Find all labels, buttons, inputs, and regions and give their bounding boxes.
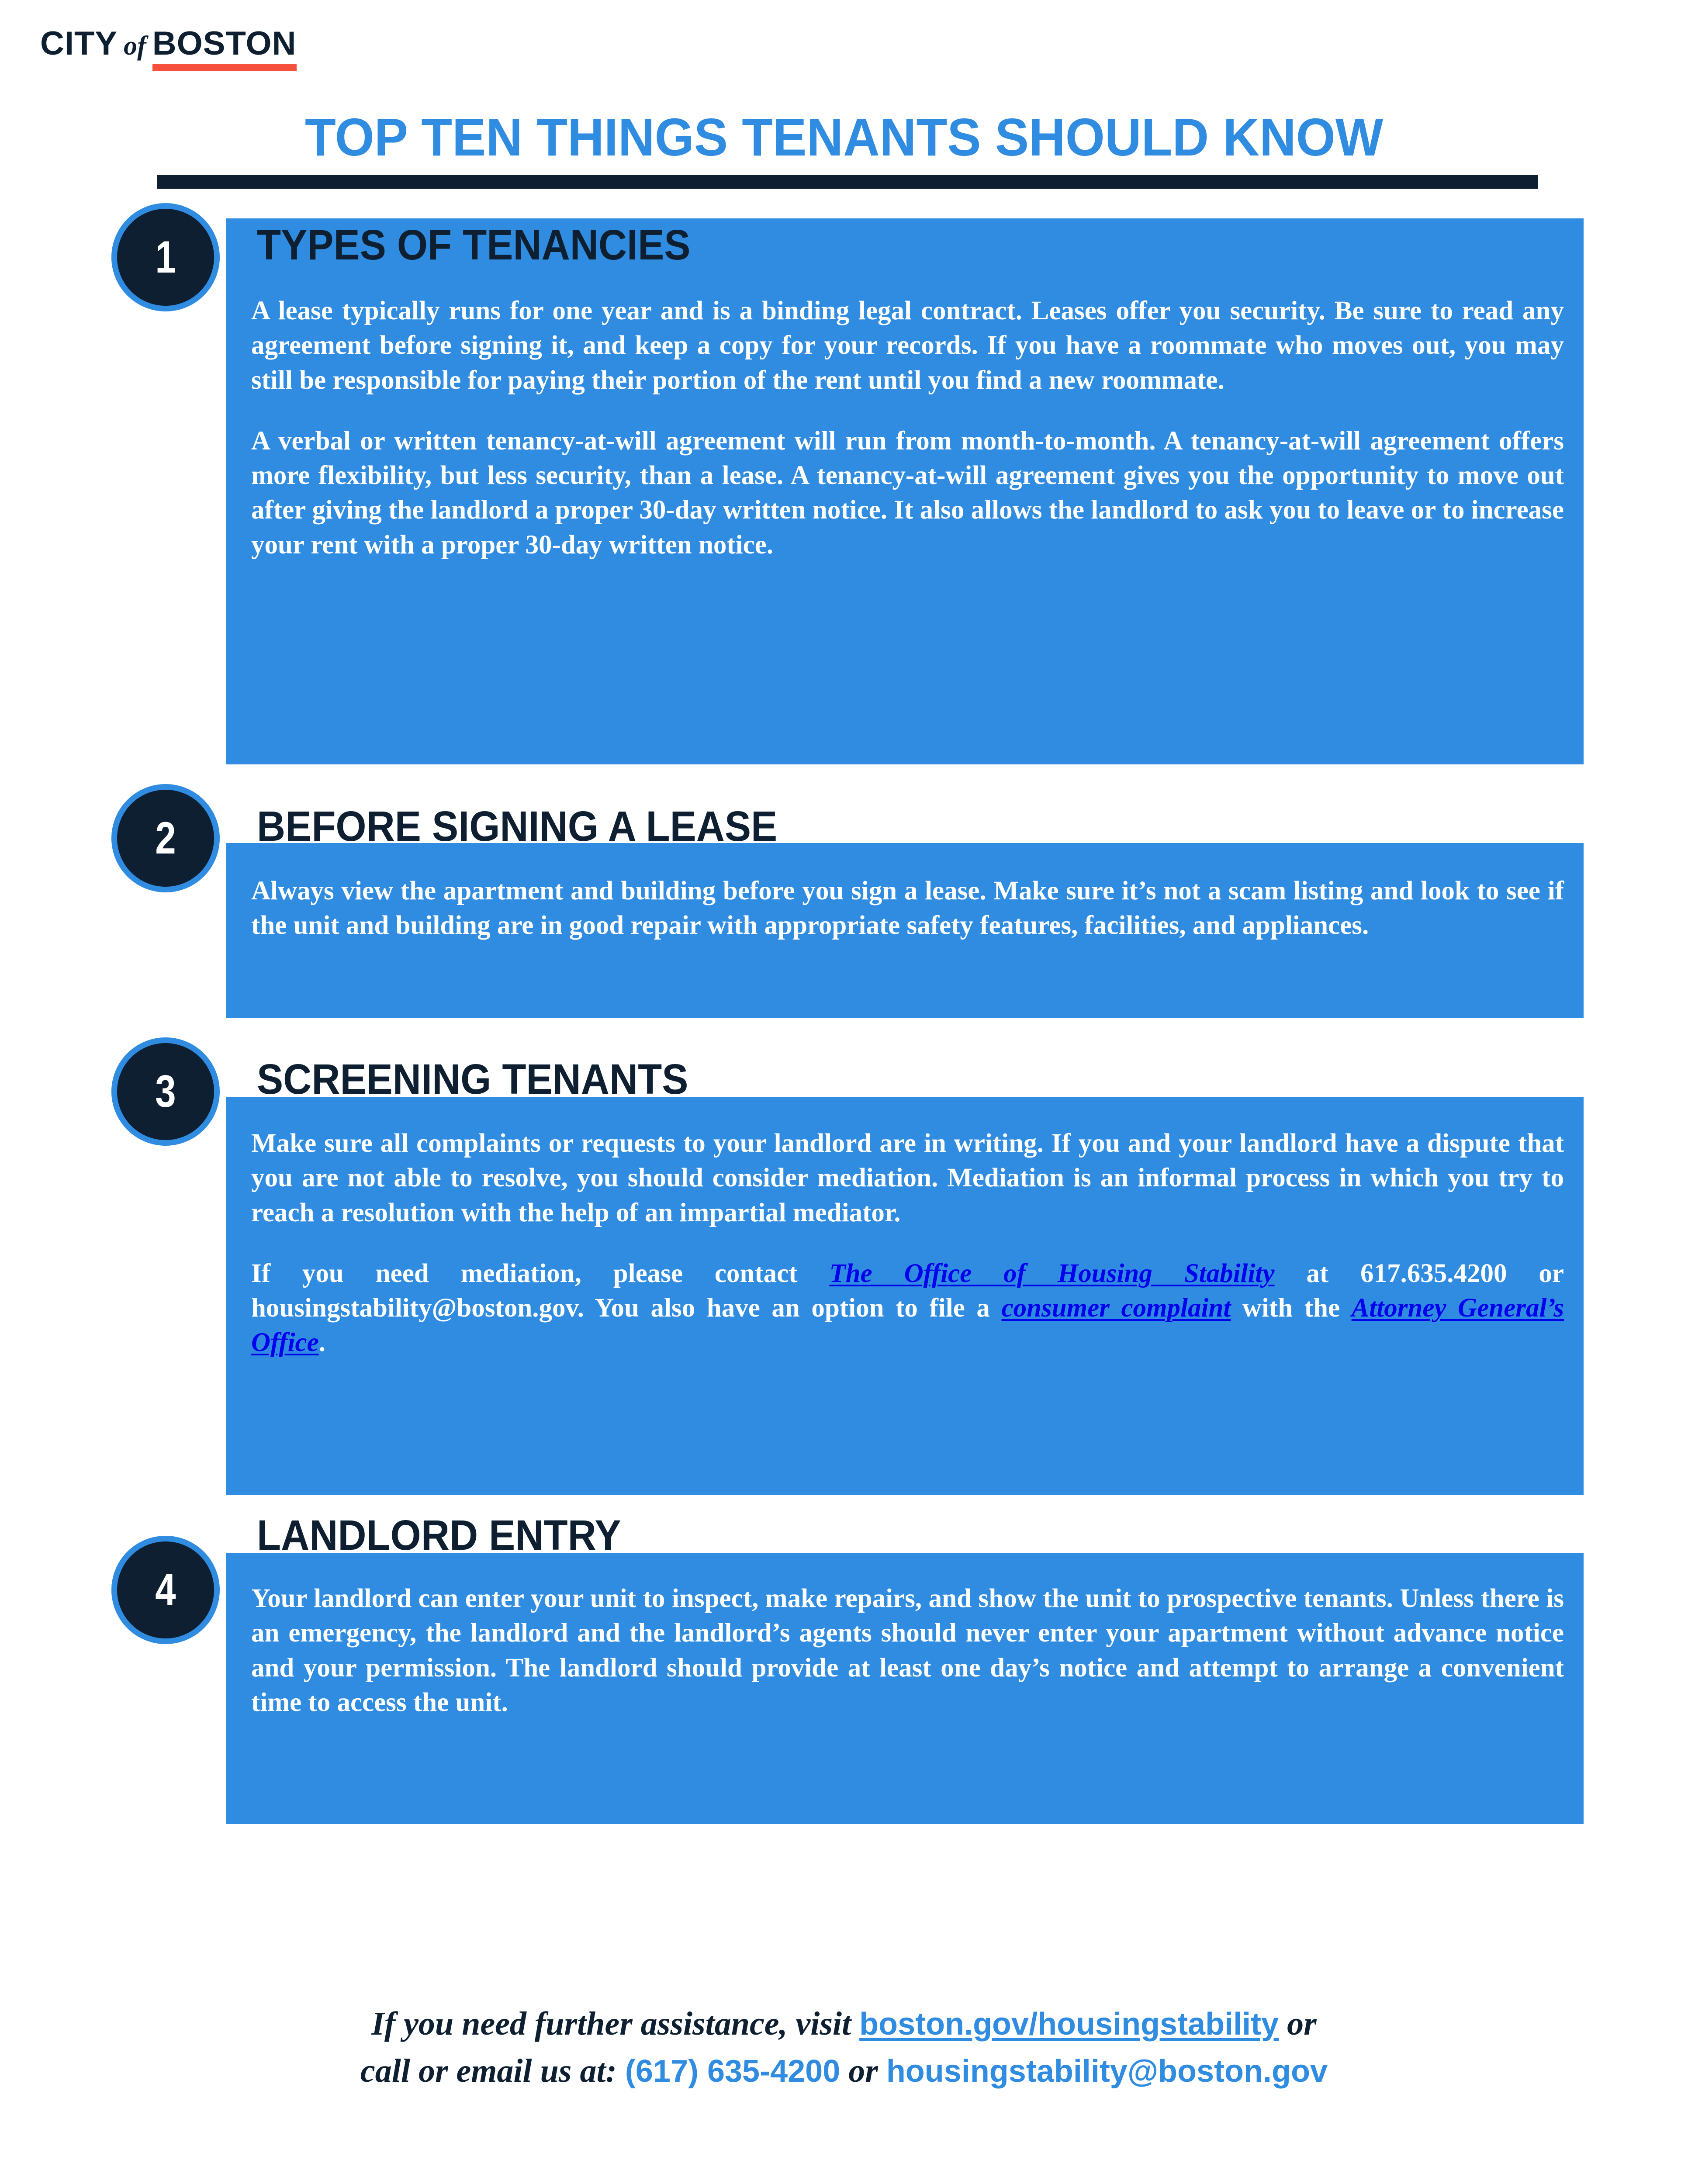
footer-text-4: or bbox=[840, 2052, 886, 2089]
logo-red-rule bbox=[152, 64, 297, 71]
section-3-number: 3 bbox=[155, 1066, 176, 1117]
attorney-generals-office-link[interactable]: Attorney General’s Office bbox=[251, 1293, 1564, 1358]
page-title: TOP TEN THINGS TENANTS SHOULD KNOW bbox=[304, 107, 1384, 167]
section-4-paragraph-1: Your landlord can enter your unit to inspect, make repairs, and show the unit to prospective tenants. Unless there is an emergency, the landlord and the landlord’s agents should never enter your apartment without advance notice and your permission. The landlord should provide at least one day’s notice and attempt to arrange a convenient time to access the unit. bbox=[251, 1584, 1564, 1717]
city-of-boston-logo bbox=[40, 27, 297, 60]
section-3-paragraph-1: Make sure all complaints or requests to your landlord are in writing. If you and your landlord have a dispute that you are not able to resolve, you should consider mediation. Mediation is an informal process in which you try to reach a resolution with the help of an impartial mediator. bbox=[251, 1129, 1564, 1227]
page-title-container bbox=[0, 109, 1688, 165]
s3-text-1: If you need mediation, please contact bbox=[251, 1258, 830, 1288]
boston-gov-housingstability-link[interactable]: boston.gov/housingstability bbox=[859, 2007, 1279, 2042]
section-1-number-badge bbox=[111, 203, 220, 311]
logo-of-word: of bbox=[124, 31, 146, 61]
footer-line-2 bbox=[0, 2048, 1688, 2095]
office-of-housing-stability-link[interactable]: The Office of Housing Stability bbox=[829, 1258, 1275, 1288]
section-3-number-badge bbox=[111, 1037, 220, 1146]
logo-boston-wrap bbox=[152, 27, 297, 60]
logo-city-word: CITY bbox=[40, 25, 118, 62]
section-1-body bbox=[251, 294, 1564, 562]
section-2-heading: BEFORE SIGNING A LEASE bbox=[257, 802, 778, 850]
title-underline-bar bbox=[157, 175, 1538, 189]
section-1-heading: TYPES OF TENANCIES bbox=[257, 221, 691, 269]
section-4-body bbox=[251, 1581, 1564, 1720]
section-3-body bbox=[251, 1126, 1564, 1360]
section-4-number: 4 bbox=[155, 1565, 176, 1615]
s3-text-2: at 617.635.4200 or housingstability@boston.gov. You also have an option to file a bbox=[251, 1258, 1564, 1323]
logo-boston-word: BOSTON bbox=[152, 25, 297, 62]
section-1-number: 1 bbox=[155, 232, 176, 283]
footer-contact bbox=[0, 2001, 1688, 2095]
section-3-paragraph-2 bbox=[251, 1256, 1564, 1360]
s3-text-4: . bbox=[318, 1328, 325, 1358]
section-1-paragraph-1: A lease typically runs for one year and is a binding legal contract. Leases offer you security. Be sure to read any agreement before signing it, and keep a copy for your records. If you have a roommate who moves out, you may still be responsible for paying their portion of the rent until you find a new roommate. bbox=[251, 296, 1564, 395]
footer-text-3: call or email us at: bbox=[360, 2052, 625, 2089]
section-4-number-badge bbox=[111, 1536, 220, 1644]
section-4-heading: LANDLORD ENTRY bbox=[257, 1511, 621, 1559]
footer-text-2: or bbox=[1279, 2005, 1317, 2042]
footer-phone-number[interactable]: (617) 635-4200 bbox=[625, 2053, 841, 2089]
section-2-number-badge bbox=[111, 784, 220, 892]
s3-text-3: with the bbox=[1231, 1293, 1352, 1323]
section-2-paragraph-1: Always view the apartment and building before you sign a lease. Make sure it’s not a scam listing and look to see if the unit and building are in good repair with appropriate safety features, facilities, and appliances. bbox=[251, 876, 1564, 940]
section-3-heading: SCREENING TENANTS bbox=[257, 1055, 688, 1103]
footer-email-address[interactable]: housingstability@boston.gov bbox=[886, 2053, 1328, 2089]
consumer-complaint-link[interactable]: consumer complaint bbox=[1001, 1293, 1231, 1323]
footer-text-1: If you need further assistance, visit bbox=[371, 2005, 860, 2042]
section-1-paragraph-2: A verbal or written tenancy-at-will agreement will run from month-to-month. A tenancy-at-will agreement offers more flexibility, but less security, than a lease. A tenancy-at-will agreement gives you the opportunity to move out after giving the landlord a proper 30-day written notice. It also allows the landlord to ask you to leave or to increase your rent with a proper 30-day written notice. bbox=[251, 426, 1564, 560]
footer-line-1 bbox=[0, 2001, 1688, 2048]
section-2-number: 2 bbox=[155, 813, 176, 864]
section-2-body bbox=[251, 874, 1564, 943]
